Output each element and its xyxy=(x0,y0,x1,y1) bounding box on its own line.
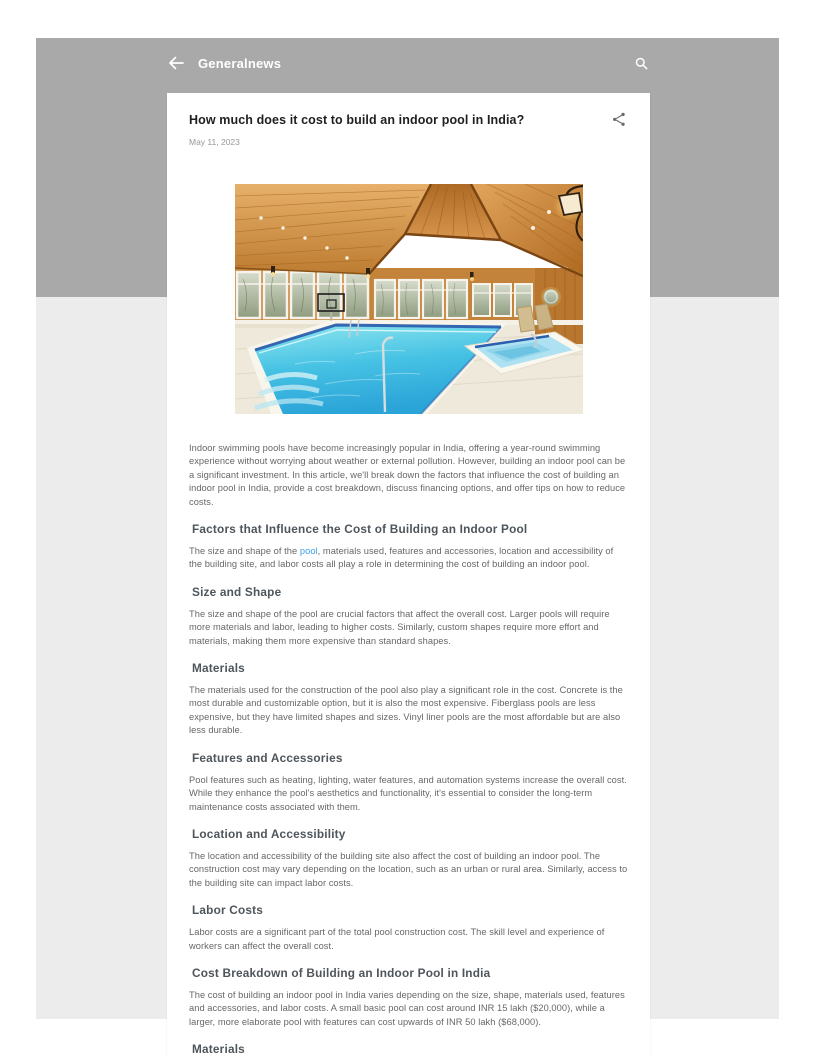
app-bar xyxy=(167,38,650,88)
post-sections xyxy=(189,522,628,1056)
post-section xyxy=(189,661,628,738)
post-section xyxy=(189,903,628,953)
share-icon[interactable] xyxy=(612,112,626,127)
section-body: The size and shape of the pool are crucial factors that affect the overall cost. Larger pools will require more materials and labor, leading to higher costs. Similarly, custom shapes require more effort and materials, making them more expensive than standard shapes. xyxy=(189,608,610,646)
section-heading: Materials xyxy=(192,661,245,676)
back-arrow-icon[interactable] xyxy=(167,54,185,72)
post-body xyxy=(189,442,628,1056)
section-heading: Features and Accessories xyxy=(192,750,343,765)
section-heading: Cost Breakdown of Building an Indoor Pool in India xyxy=(192,965,491,980)
section-heading: Materials xyxy=(192,1042,245,1056)
blog-viewport xyxy=(36,38,779,1056)
search-icon[interactable] xyxy=(635,57,648,70)
post-title-row xyxy=(189,108,628,128)
section-heading: Size and Shape xyxy=(192,584,282,599)
section-body: The size and shape of the pool, materials used, features and accessories, location and accessibility of the building site, and labor costs all play a role in determining the cost of building an indoor pool. xyxy=(189,546,614,570)
section-body: The materials used for the construction of the pool also play a significant role in the cost. Concrete is the most durable and customizable option, but it is also the most expensive. Fiberglass pools are less expensive, but they have limited shapes and sizes. Vinyl liner pools are the most affordable but are also less durable. xyxy=(189,685,623,736)
section-body: The location and accessibility of the building site also affect the cost of building an indoor pool. The construction cost may vary depending on the location, such as an urban or rural area. Similarly, access to the building site can impact labor costs. xyxy=(189,850,628,888)
post-section xyxy=(189,827,628,890)
post-section xyxy=(189,585,628,648)
section-body: Pool features such as heating, lighting, water features, and automation systems increase the overall cost. While they enhance the pool's aesthetics and functionality, it's essential to consider the long-term maintenance costs associated with them. xyxy=(189,774,627,812)
post-image[interactable] xyxy=(235,184,583,414)
blog-title[interactable]: Generalnews xyxy=(198,55,282,71)
post-section xyxy=(189,1042,628,1056)
section-heading: Factors that Influence the Cost of Building an Indoor Pool xyxy=(192,522,528,537)
post-intro: Indoor swimming pools have become increasingly popular in India, offering a year-round swimming experience without worrying about weather or external pollution. However, building an indoor pool can be a significant investment. In this article, we'll break down the factors that influence the cost of building an indoor pool in India, provide a cost breakdown, discuss financing options, and offer tips on how to reduce costs. xyxy=(189,443,626,507)
post-section xyxy=(189,966,628,1029)
post-title: How much does it cost to build an indoor pool in India? xyxy=(189,113,525,127)
post-section xyxy=(189,751,628,814)
pool-link[interactable]: pool xyxy=(299,546,318,557)
section-heading: Location and Accessibility xyxy=(192,826,346,841)
post-card xyxy=(167,93,650,1056)
post-date: May 11, 2023 xyxy=(189,137,240,147)
section-body: The cost of building an indoor pool in India varies depending on the size, shape, materials used, features and accessories, and labor costs. A small basic pool can cost around INR 15 lakh ($20,000), while a larger, more elaborate pool with features can cost upwards of INR 50 lakh ($68,000). xyxy=(189,989,625,1027)
section-body: Labor costs are a significant part of the total pool construction cost. The skill level and experience of workers can affect the overall cost. xyxy=(189,927,605,951)
section-heading: Labor Costs xyxy=(192,903,264,918)
indoor-pool-illustration xyxy=(235,184,583,414)
post-section xyxy=(189,522,628,572)
